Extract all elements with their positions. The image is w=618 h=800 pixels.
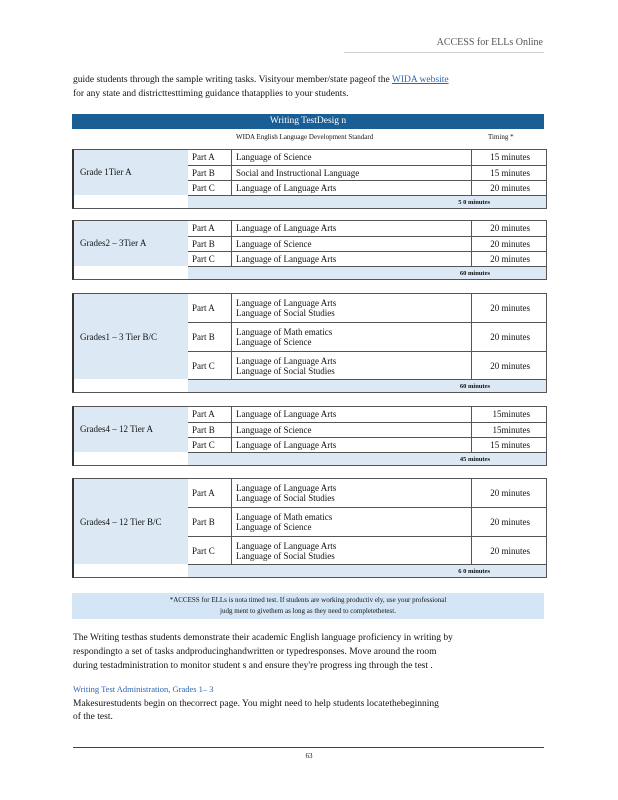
table-row [188, 352, 546, 380]
footnote-line2: judg ment to givethem as long as they need to completethetest. [220, 607, 396, 615]
section-body [73, 698, 543, 724]
part-label: Part B [188, 423, 232, 438]
grade-label: Grades4 – 12 Tier B/C [74, 479, 188, 564]
part-label: Part A [188, 294, 232, 322]
language-cell [232, 252, 472, 267]
table-title: Writing TestDesig n [72, 114, 544, 129]
part-label: Part A [188, 407, 232, 422]
section-line2: of the test. [73, 712, 113, 722]
grade-label: Grade 1Tier A [74, 150, 188, 195]
header-rule [344, 52, 544, 53]
standard-column-header: WIDA English Language Development Standard [236, 133, 374, 141]
timing-cell: 15minutes [492, 424, 530, 435]
grade-block [72, 406, 547, 466]
language-cell [232, 181, 472, 196]
language-standard: Language of Social Studies [236, 551, 335, 561]
timing-cell: 20 minutes [490, 303, 530, 313]
timing-cell: 20 minutes [490, 488, 530, 498]
part-label: Part C [188, 438, 232, 453]
part-label: Part B [188, 323, 232, 351]
section-heading: Writing Test Administration, Grades 1– 3 [73, 684, 214, 694]
language-cell [232, 323, 472, 351]
language-standard: Language of Math ematics [236, 327, 333, 337]
table-row [188, 221, 546, 237]
part-label: Part C [188, 181, 232, 196]
table-row [188, 438, 546, 453]
body-paragraph [73, 631, 543, 673]
table-row [188, 181, 546, 196]
language-cell [232, 508, 472, 536]
timing-cell: 20 minutes [490, 183, 530, 194]
table-row [188, 407, 546, 423]
total-time: 5 0 minutes [188, 195, 546, 208]
timing-cell: 20 minutes [490, 361, 530, 371]
table-row [188, 150, 546, 166]
section-line1: Makesurestudents begin on thecorrect page. You might need to help students locatethebeginning [73, 699, 439, 709]
grade-block [72, 478, 547, 578]
paragraph-line1: The Writing testhas students demonstrate their academic English language proficiency in writing by [73, 633, 453, 643]
timing-cell: 20 minutes [490, 254, 530, 265]
footer-rule [73, 747, 544, 748]
language-standard: Language of Science [236, 238, 312, 249]
paragraph-line3: during testadministration to monitor student s and ensure they're progress ing through the test . [73, 661, 433, 671]
running-header: ACCESS for ELLs Online [436, 37, 543, 48]
language-cell [232, 294, 472, 322]
language-standard: Language of Language Arts [236, 541, 337, 551]
intro-text-line2: for any state and districttesttiming guidance thatapplies to your students. [73, 89, 349, 99]
part-label: Part A [188, 150, 232, 165]
part-label: Part A [188, 221, 232, 236]
table-row [188, 166, 546, 182]
total-time: 6 0 minutes [188, 564, 546, 577]
timing-cell: 15 minutes [490, 167, 530, 178]
timing-column-header: Timing * [488, 133, 514, 141]
total-time: 60 minutes [188, 266, 546, 279]
grade-label: Grades4 – 12 Tier A [74, 407, 188, 452]
part-label: Part B [188, 508, 232, 536]
language-cell [232, 438, 472, 453]
language-cell [232, 479, 472, 507]
table-subheader [72, 133, 544, 145]
timing-cell: 20 minutes [490, 223, 530, 234]
grade-block [72, 293, 547, 393]
language-standard: Language of Social Studies [236, 366, 335, 376]
grade-label: Grades1 – 3 Tier B/C [74, 294, 188, 379]
timing-cell: 15 minutes [490, 152, 530, 163]
table-row [188, 537, 546, 565]
intro-text-line1: guide students through the sample writing tasks. Visityour member/state pageof the [73, 75, 392, 85]
language-cell [232, 537, 472, 565]
language-cell [232, 423, 472, 438]
footnote-line1: *ACCESS for ELLs is nota timed test. If students are working productiv ely, use your professional [169, 596, 447, 604]
table-row [188, 252, 546, 267]
part-label: Part B [188, 166, 232, 181]
timing-cell: 20 minutes [490, 517, 530, 527]
table-row [188, 294, 546, 323]
language-standard: Language of Social Studies [236, 308, 335, 318]
language-standard: Language of Language Arts [236, 254, 337, 265]
language-standard: Language of Social Studies [236, 493, 335, 503]
language-cell [232, 166, 472, 181]
table-row [188, 479, 546, 508]
table-row [188, 237, 546, 253]
timing-cell: 20 minutes [490, 238, 530, 249]
timing-cell: 20 minutes [490, 332, 530, 342]
grade-block [72, 149, 547, 209]
language-standard: Social and Instructional Language [236, 167, 360, 178]
part-label: Part C [188, 352, 232, 380]
language-standard: Language of Language Arts [236, 356, 337, 366]
language-standard: Language of Science [236, 522, 312, 532]
language-standard: Language of Science [236, 337, 312, 347]
timing-cell: 15 minutes [490, 440, 530, 451]
part-label: Part B [188, 237, 232, 252]
paragraph-line2: respondingto a set of tasks andproducinghandwritten or typedresponses. Move around the room [73, 647, 437, 657]
language-standard: Language of Language Arts [236, 440, 337, 451]
language-cell [232, 150, 472, 165]
part-label: Part A [188, 479, 232, 507]
language-cell [232, 352, 472, 380]
table-row [188, 423, 546, 439]
table-row [188, 323, 546, 352]
timing-footnote [72, 593, 544, 619]
grade-label: Grades2 – 3Tier A [74, 221, 188, 266]
language-cell [232, 407, 472, 422]
timing-cell: 15minutes [492, 409, 530, 420]
language-standard: Language of Science [236, 424, 312, 435]
language-standard: Language of Language Arts [236, 223, 337, 234]
language-cell [232, 221, 472, 236]
part-label: Part C [188, 537, 232, 565]
language-standard: Language of Language Arts [236, 183, 337, 194]
timing-cell: 20 minutes [490, 546, 530, 556]
language-standard: Language of Language Arts [236, 409, 337, 420]
wida-website-link[interactable]: WIDA website [391, 75, 449, 85]
total-time: 60 minutes [188, 379, 546, 392]
language-standard: Language of Language Arts [236, 298, 337, 308]
language-standard: Language of Math ematics [236, 512, 333, 522]
part-label: Part C [188, 252, 232, 267]
page-number: 63 [305, 752, 313, 760]
table-row [188, 508, 546, 537]
language-standard: Language of Science [236, 152, 312, 163]
total-time: 45 minutes [188, 452, 546, 465]
language-standard: Language of Language Arts [236, 483, 337, 493]
intro-paragraph [73, 73, 543, 101]
language-cell [232, 237, 472, 252]
grade-block [72, 220, 547, 280]
